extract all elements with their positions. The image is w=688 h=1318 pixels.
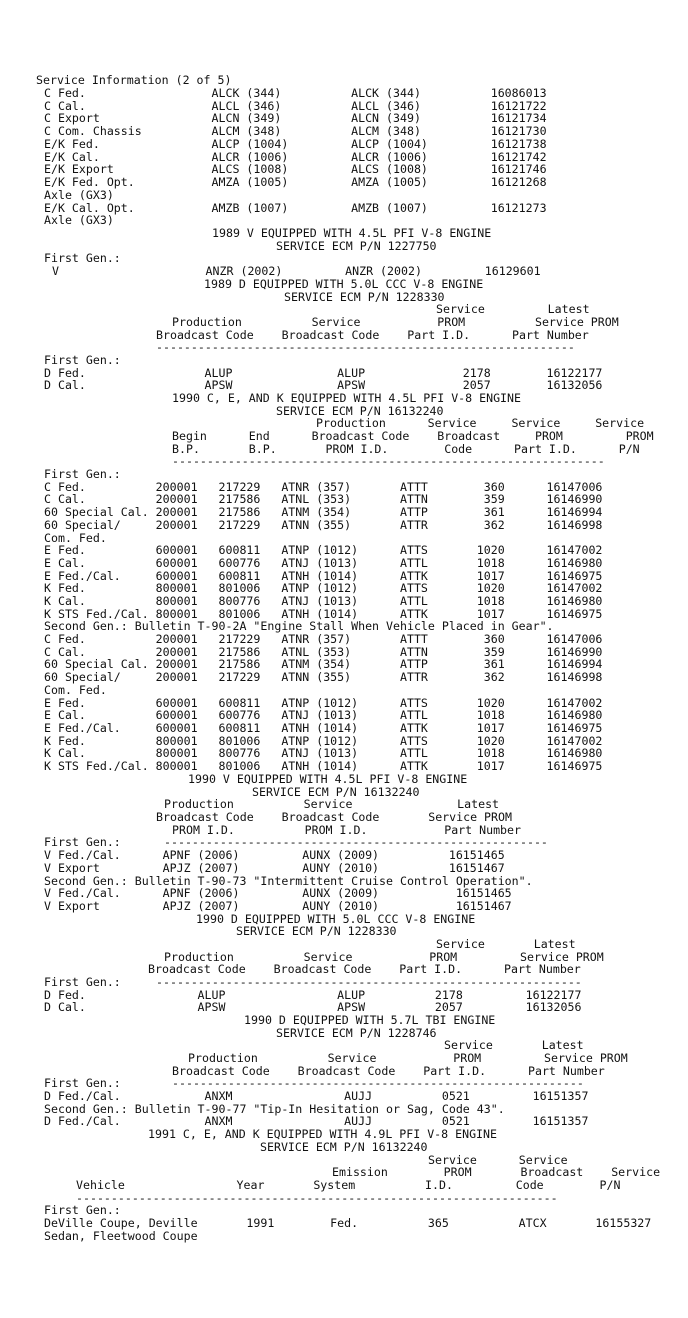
table-row: E Fed. 600001 600811 ATNP (1012) ATTS 1020 16147002 [44,543,603,557]
table-row: V Fed./Cal. APNF (2006) AUNX (2009) 16151465 [44,886,512,900]
table-row: D Cal. APSW APSW 2057 16132056 [44,1000,582,1014]
table-row: K Cal. 800001 800776 ATNJ (1013) ATTL 1018 16146980 [44,594,603,608]
table-row: DeVille Coupe, Deville 1991 Fed. 365 ATCX 16155327 [44,1216,652,1230]
generation-label: First Gen.: [44,1076,121,1090]
table-row: K STS Fed./Cal. 800001 801006 ATNH (1014) ATTK 1017 16146975 [44,607,603,621]
column-header: Emission PROM Broadcast Service [332,1165,661,1179]
table-row: V Export APJZ (2007) AUNY (2010) 16151467 [44,861,505,875]
column-header: Production Service PROM Service PROM [172,315,619,329]
table-row: E Cal. 600001 600776 ATNJ (1013) ATTL 1018 16146980 [44,556,603,570]
divider: ------------------------------------------------------------- [156,975,582,989]
table-row: K Cal. 800001 800776 ATNJ (1013) ATTL 1018 16146980 [44,746,603,760]
column-header: Broadcast Code Broadcast Code Part I.D. Part Number [156,328,589,342]
generation-label: First Gen.: [44,251,121,265]
table-row: 60 Special/ 200001 217229 ATNN (355) ATTR 362 16146998 [44,670,603,684]
table-row-continuation: Com. Fed. [44,531,107,545]
column-header: Production Service PROM Service PROM [164,950,604,964]
section-title: 1989 V EQUIPPED WITH 4.5L PFI V-8 ENGINE [212,226,492,240]
section-title: 1990 V EQUIPPED WITH 4.5L PFI V-8 ENGINE [188,772,468,786]
column-header: Production Service Service Service [316,416,645,430]
divider: --------------------------------------------------------------------- [76,1191,558,1205]
table-row: D Fed./Cal. ANXM AUJJ 0521 16151357 [44,1114,589,1128]
table-row: K Fed. 800001 801006 ATNP (1012) ATTS 1020 16147002 [44,581,603,595]
generation-label: First Gen.: [44,467,121,481]
section-subtitle: SERVICE ECM P/N 16132240 [260,1140,428,1154]
divider: -------------------------------------------------------------- [172,454,605,468]
table-row: C Fed. 200001 217229 ATNR (357) ATTT 360 16147006 [44,632,603,646]
table-row: E Fed./Cal. 600001 600811 ATNH (1014) ATTK 1017 16146975 [44,569,603,583]
column-header: Vehicle Year System I.D. Code P/N [76,1178,621,1192]
generation-label: First Gen.: [44,835,121,849]
page-header: Service Information (2 of 5) [36,73,232,87]
column-header: Service Service [428,1153,568,1167]
table-row: C Fed. 200001 217229 ATNR (357) ATTT 360 16147006 [44,480,603,494]
table-row-continuation: Axle (GX3) [44,188,114,202]
section-title: 1991 C, E, AND K EQUIPPED WITH 4.9L PFI V-8 ENGINE [148,1127,498,1141]
bulletin-note: Second Gen.: Bulletin T-90-73 "Intermittent Cruise Control Operation". [44,874,533,888]
table-row: C Com. Chassis ALCM (348) ALCM (348) 16121730 [44,124,547,138]
section-subtitle: SERVICE ECM P/N 1227750 [276,239,437,253]
divider: ----------------------------------------------------------- [172,1076,584,1090]
generation-label: First Gen.: [44,353,121,367]
table-row: K STS Fed./Cal. 800001 801006 ATNH (1014) ATTK 1017 16146975 [44,759,603,773]
table-row: D Fed. ALUP ALUP 2178 16122177 [44,988,582,1002]
table-row: C Cal. 200001 217586 ATNL (353) ATTN 359 16146990 [44,492,603,506]
table-row: E Cal. 600001 600776 ATNJ (1013) ATTL 1018 16146980 [44,708,603,722]
table-row: C Cal. ALCL (346) ALCL (346) 16121722 [44,99,547,113]
section-subtitle: SERVICE ECM P/N 1228330 [284,290,445,304]
table-row: 60 Special/ 200001 217229 ATNN (355) ATTR 362 16146998 [44,518,603,532]
table-row: E/K Fed. ALCP (1004) ALCP (1004) 16121738 [44,137,547,151]
table-row-continuation: Sedan, Fleetwood Coupe [44,1229,198,1243]
column-header: Service Latest [436,937,576,951]
column-header: Service Latest [436,302,590,316]
section-subtitle: SERVICE ECM P/N 1228746 [276,1026,437,1040]
column-header: Broadcast Code Broadcast Code Part I.D. Part Number [172,1064,605,1078]
table-row: C Export ALCN (349) ALCN (349) 16121734 [44,111,547,125]
bulletin-note: Second Gen.: Bulletin T-90-2A "Engine Stall When Vehicle Placed in Gear". [44,619,554,633]
table-row: C Fed. ALCK (344) ALCK (344) 16086013 [44,86,547,100]
table-row-continuation: Axle (GX3) [44,213,114,227]
divider: ------------------------------------------------------- [164,835,548,849]
table-row: V ANZR (2002) ANZR (2002) 16129601 [52,264,541,278]
table-row: E/K Export ALCS (1008) ALCS (1008) 16121746 [44,162,547,176]
section-title: 1990 D EQUIPPED WITH 5.0L CCC V-8 ENGINE [196,912,476,926]
table-row: K Fed. 800001 801006 ATNP (1012) ATTS 1020 16147002 [44,734,603,748]
column-header: B.P. B.P. PROM I.D. Code Part I.D. P/N [172,442,640,456]
bulletin-note: Second Gen.: Bulletin T-90-77 "Tip-In Hesitation or Sag, Code 43". [44,1102,505,1116]
section-subtitle: SERVICE ECM P/N 1228330 [236,924,397,938]
generation-label: First Gen.: [44,1203,121,1217]
table-row: 60 Special Cal. 200001 217586 ATNM (354) ATTP 361 16146994 [44,505,603,519]
table-row: D Fed. ALUP ALUP 2178 16122177 [44,366,603,380]
column-header: Begin End Broadcast Code Broadcast PROM PROM [172,429,654,443]
section-subtitle: SERVICE ECM P/N 16132240 [276,404,444,418]
table-row: E Fed./Cal. 600001 600811 ATNH (1014) ATTK 1017 16146975 [44,721,603,735]
column-header: Production Service PROM Service PROM [188,1051,628,1065]
table-row: E/K Cal. Opt. AMZB (1007) AMZB (1007) 16121273 [44,201,547,215]
table-row-continuation: Com. Fed. [44,683,107,697]
section-title: 1990 D EQUIPPED WITH 5.7L TBI ENGINE [244,1013,496,1027]
column-header: Broadcast Code Broadcast Code Service PROM [156,810,512,824]
table-row: 60 Special Cal. 200001 217586 ATNM (354) ATTP 361 16146994 [44,657,603,671]
divider: ------------------------------------------------------------ [156,340,575,354]
table-row: V Fed./Cal. APNF (2006) AUNX (2009) 16151465 [44,848,505,862]
table-row: C Cal. 200001 217586 ATNL (353) ATTN 359 16146990 [44,645,603,659]
table-row: E Fed. 600001 600811 ATNP (1012) ATTS 1020 16147002 [44,696,603,710]
section-subtitle: SERVICE ECM P/N 16132240 [252,785,420,799]
table-row: D Cal. APSW APSW 2057 16132056 [44,378,603,392]
section-title: 1990 C, E, AND K EQUIPPED WITH 4.5L PFI V-8 ENGINE [172,391,522,405]
column-header: Service Latest [444,1038,584,1052]
table-row: V Export APJZ (2007) AUNY (2010) 16151467 [44,899,512,913]
column-header: Production Service Latest [164,797,500,811]
table-row: E/K Fed. Opt. AMZA (1005) AMZA (1005) 16121268 [44,175,547,189]
section-title: 1989 D EQUIPPED WITH 5.0L CCC V-8 ENGINE [204,277,484,291]
column-header: Broadcast Code Broadcast Code Part I.D. Part Number [148,962,581,976]
table-row: D Fed./Cal. ANXM AUJJ 0521 16151357 [44,1089,589,1103]
table-row: E/K Cal. ALCR (1006) ALCR (1006) 16121742 [44,150,547,164]
generation-label: First Gen.: [44,975,121,989]
column-header: PROM I.D. PROM I.D. Part Number [172,823,522,837]
